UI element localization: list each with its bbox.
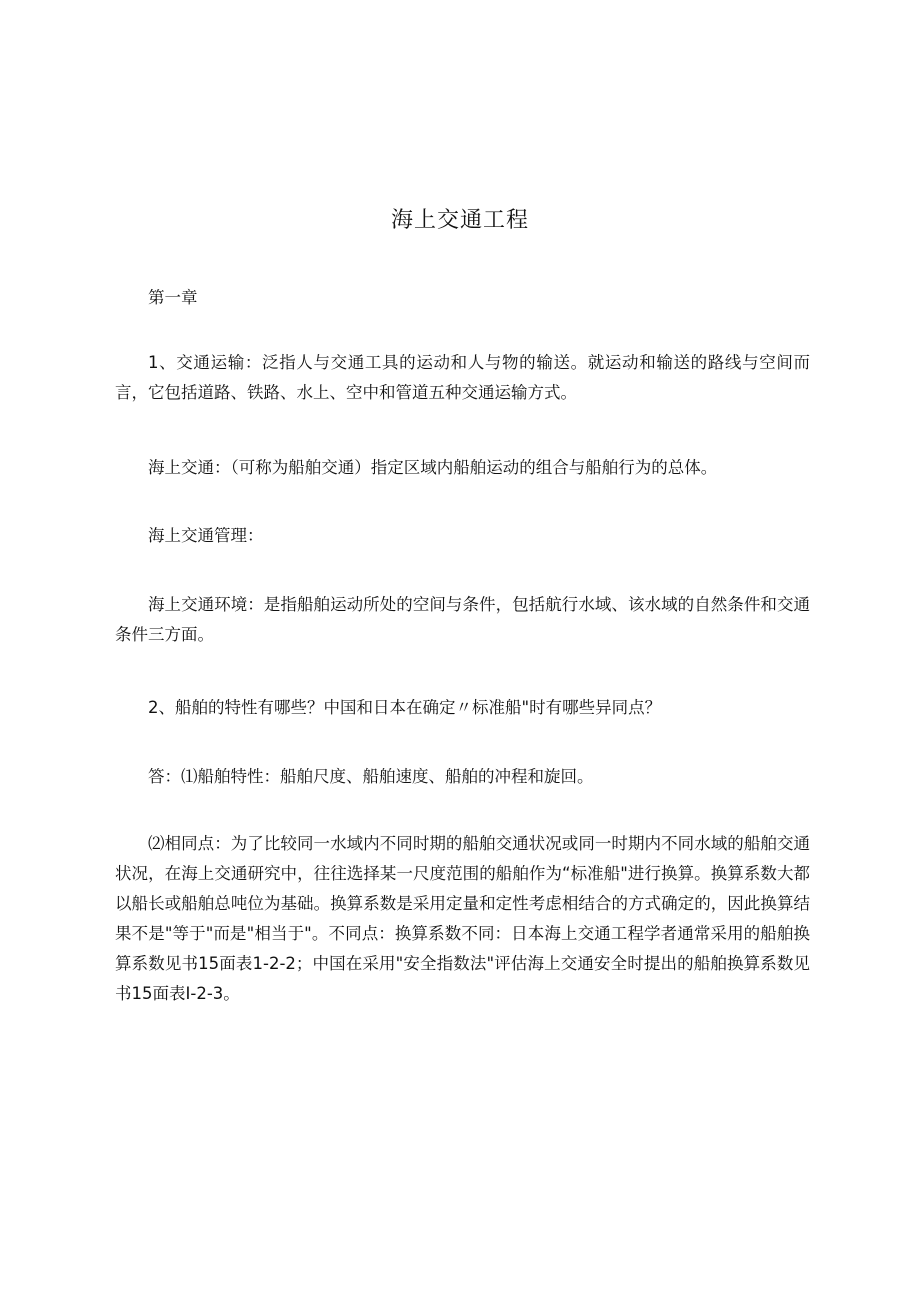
chapter-heading: 第一章 — [148, 288, 198, 307]
paragraph-question-2: 2、船舶的特性有哪些？中国和日本在确定〃标准船"时有哪些异同点？ — [148, 698, 662, 717]
paragraph-answer-1: 答：⑴船舶特性：船舶尺度、船舶速度、船舶的冲程和旋回。 — [148, 767, 594, 786]
paragraph-transport: 1、交通运输：泛指人与交通工具的运动和人与物的输送。就运动和输送的路线与空间而言，它包括道路、铁路、水上、空中和管道五种交通运输方式。 — [115, 353, 810, 402]
paragraph-traffic-environment: 海上交通环境：是指船舶运动所处的空间与条件，包括航行水域、该水域的自然条件和交通条件三方面。 — [115, 595, 810, 644]
paragraph-answer-2: ⑵相同点：为了比较同一水域内不同时期的船舶交通状况或同一时期内不同水域的船舶交通状况，在海上交通研究中，往往选择某一尺度范围的船舶作为“标准船"进行换算。换算系数大都以船长或船舶总吨位为基础。换算系数是采用定量和定性考虑相结合的方式确定的，因此换算结果不是"等于"而是"相当于"。不同点：换算系数不同：日本海上交通工程学者通常采用的船舶换算系数见书15面表1-2-2；中国在采用"安全指数法"评估海上交通安全时提出的船舶换算系数见书15面表I-2-3。 — [115, 834, 810, 1003]
paragraph-maritime-traffic: 海上交通：（可称为船舶交通）指定区域内船舶运动的组合与船舶行为的总体。 — [148, 458, 718, 477]
document-title: 海上交通工程 — [390, 208, 529, 233]
paragraph-traffic-management: 海上交通管理： — [148, 526, 264, 545]
